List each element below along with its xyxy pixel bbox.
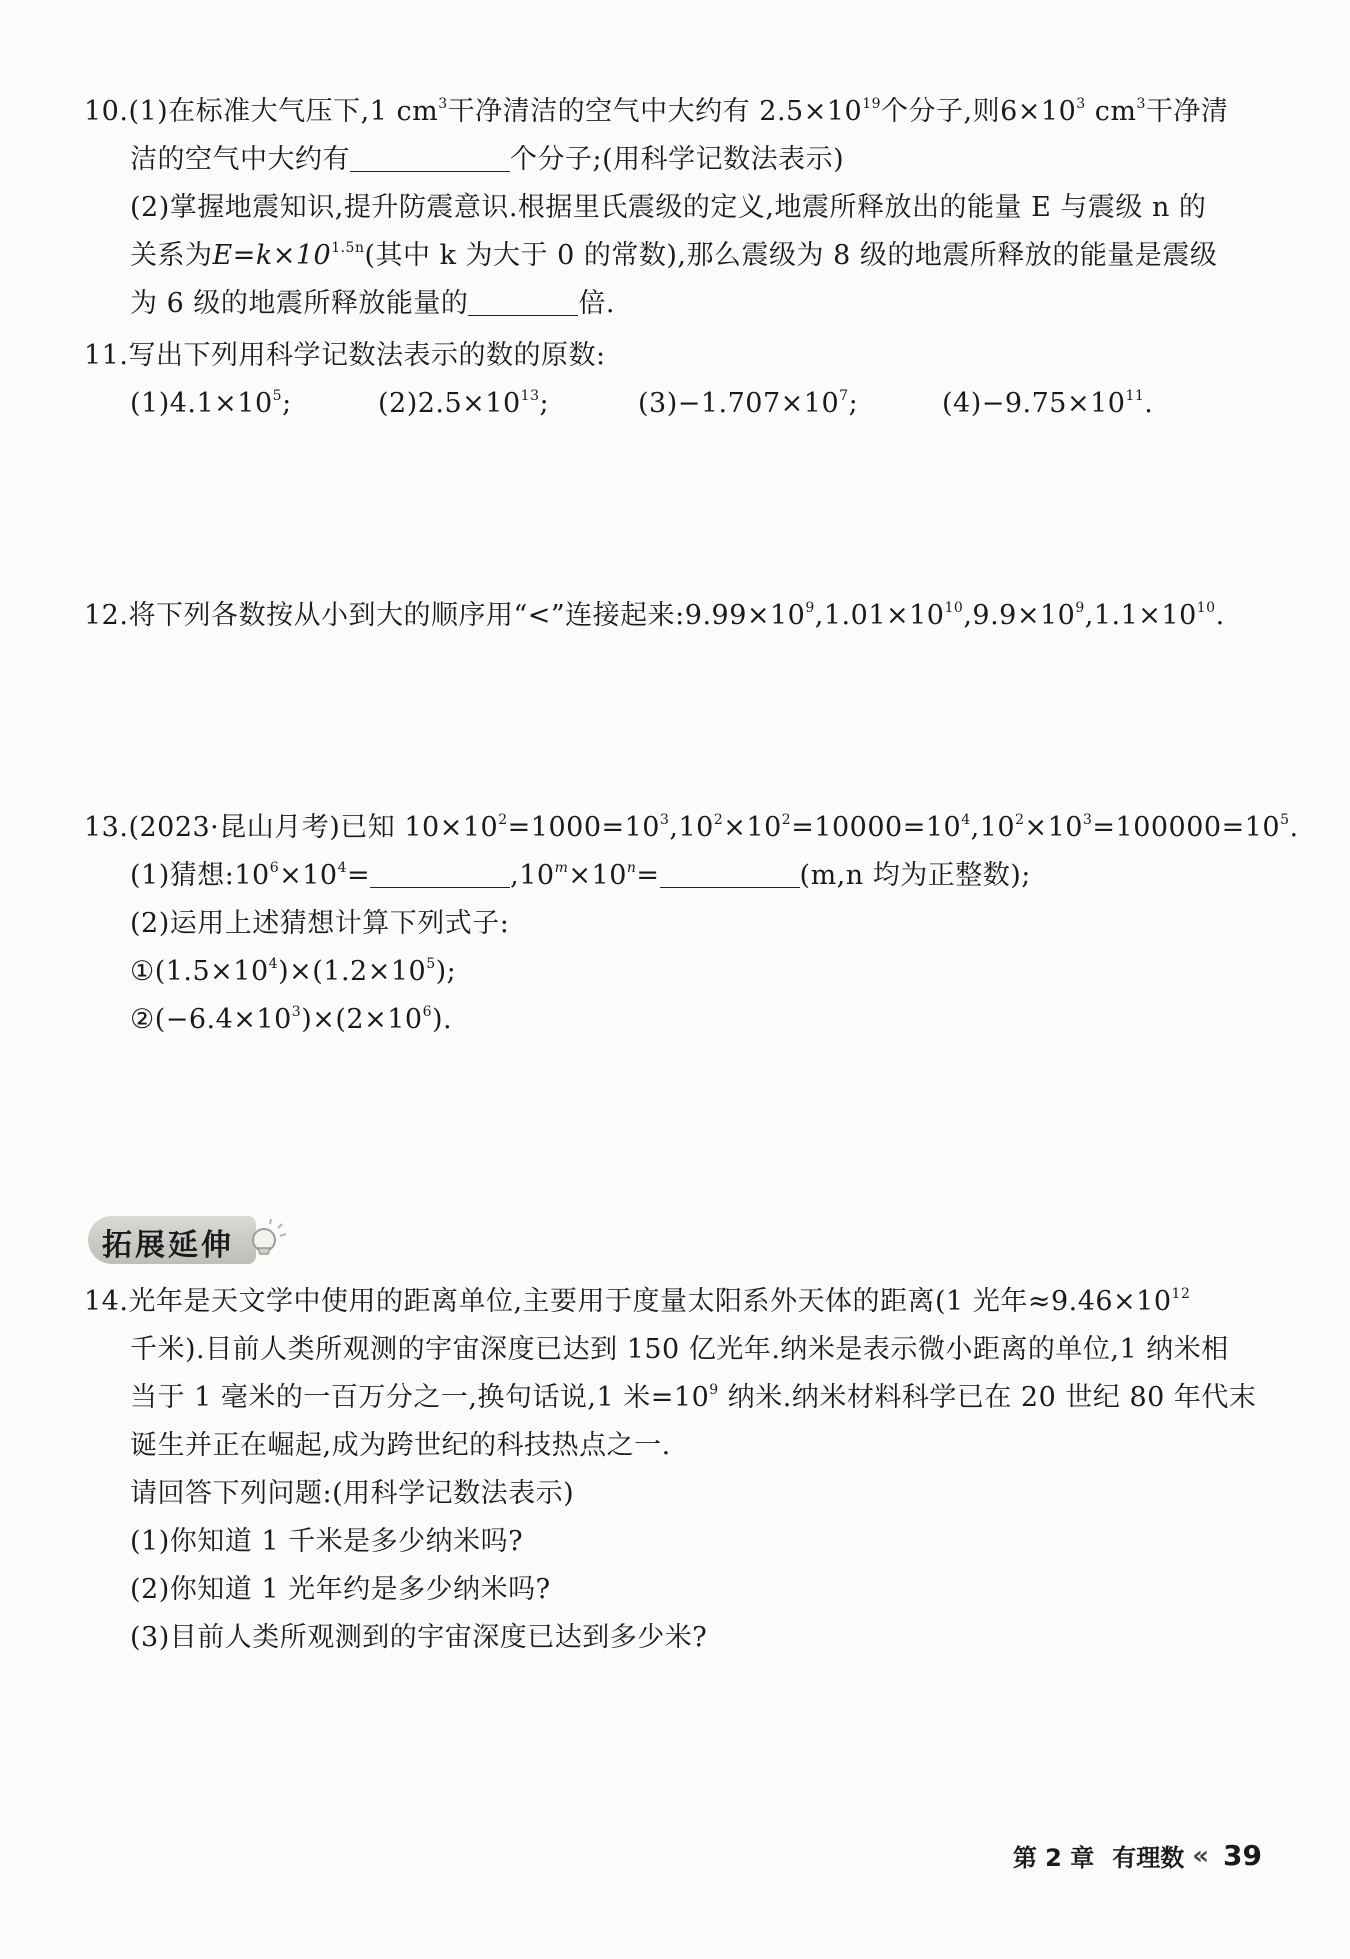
q11-title: 11.写出下列用科学记数法表示的数的原数: <box>84 340 606 371</box>
q10-line-2: 洁的空气中大约有 个分子;(用科学记数法表示) <box>130 144 845 175</box>
q14-line-4: 诞生并正在崛起,成为跨世纪的科技热点之一. <box>130 1430 671 1461</box>
q10-line-3: (2)掌握地震知识,提升防震意识.根据里氏震级的定义,地震所释放出的能量 E 与震级 n 的 <box>130 192 1207 223</box>
chapter-title: 有理数 <box>1112 1844 1185 1872</box>
lightbulb-icon <box>248 1218 288 1262</box>
answer-blank[interactable] <box>350 143 510 172</box>
q10-line-1: 10.(1)在标准大气压下,1 $cm^3$干净清洁的空气中大约有 $2.5\times 10^{19}$个分子,则$6\times 10^3$ $cm^3$干净清 <box>84 96 1229 127</box>
page-number: 39 <box>1223 1839 1262 1872</box>
q13-line-2: (1)猜想$:10^6\times 10^4= ,10^m\times 10^n= (m,n$ 均为正整数); <box>130 860 1031 891</box>
q14-line-3: 当于 1 毫米的一百万分之一,换句话说,1 米$=10^9$ 纳米.纳米材料科学已在 20 世纪 80 年代末 <box>130 1382 1257 1413</box>
q11-item-2: $(2)2.5\times 10^{13}$; <box>378 388 550 419</box>
q14-line-6: (1)你知道 1 千米是多少纳米吗? <box>130 1526 524 1557</box>
answer-blank[interactable] <box>370 859 510 888</box>
q13-line-5: $②(-6.4\times 10^3)\times(2\times 10^6)$. <box>130 1004 453 1035</box>
q11-item-3: $(3)-1.707\times 10^7$; <box>638 388 859 419</box>
q11-item-4: $(4)-9.75\times 10^{11}$. <box>942 388 1154 419</box>
section-title: 拓展延伸 <box>102 1228 234 1263</box>
q13-line-4: $①(1.5\times 10^4)\times(1.2\times 10^5)$; <box>130 956 457 987</box>
q10-line-5: 为 6 级的地震所释放能量的 倍. <box>130 288 615 319</box>
q11-item-1: $(1)4.1\times 10^5$; <box>130 388 292 419</box>
chapter-label: 第 2 章 <box>1012 1844 1095 1872</box>
page-footer <box>1013 1838 1262 1873</box>
q14-line-1: 14.光年是天文学中使用的距离单位,主要用于度量太阳系外天体的距离(1 光年$\approx 9.46\times 10^{12}$ <box>84 1286 1191 1317</box>
q14-line-5: 请回答下列问题:(用科学记数法表示) <box>130 1478 575 1509</box>
section-banner <box>88 1212 278 1268</box>
q14-line-2: 千米).目前人类所观测的宇宙深度已达到 150 亿光年.纳米是表示微小距离的单位,1 纳米相 <box>130 1334 1229 1365</box>
q14-line-7: (2)你知道 1 光年约是多少纳米吗? <box>130 1574 551 1605</box>
q14-line-8: (3)目前人类所观测到的宇宙深度已达到多少米? <box>130 1622 708 1653</box>
q10-line-4: 关系为$E=k\times 10^{1.5n}$(其中 k 为大于 0 的常数),那么震级为 8 级的地震所释放的能量是震级 <box>130 240 1218 271</box>
q13-line-3: (2)运用上述猜想计算下列式子: <box>130 908 510 939</box>
q13-line-1: 13.(2023·昆山月考)已知 $10\times 10^2=1000=10^3,10^2\times 10^2=10000=10^4,10^2\times 10^3=100000=10^5$. <box>84 812 1299 843</box>
chevron-left-icon: « <box>1192 1840 1210 1871</box>
q12-line: 12.将下列各数按从小到大的顺序用“<”连接起来$:9.99\times 10^9,1.01\times 10^{10},9.9\times 10^9,1.1\times 10^{10}$. <box>84 600 1225 631</box>
answer-blank[interactable] <box>660 859 800 888</box>
answer-blank[interactable] <box>468 287 578 316</box>
